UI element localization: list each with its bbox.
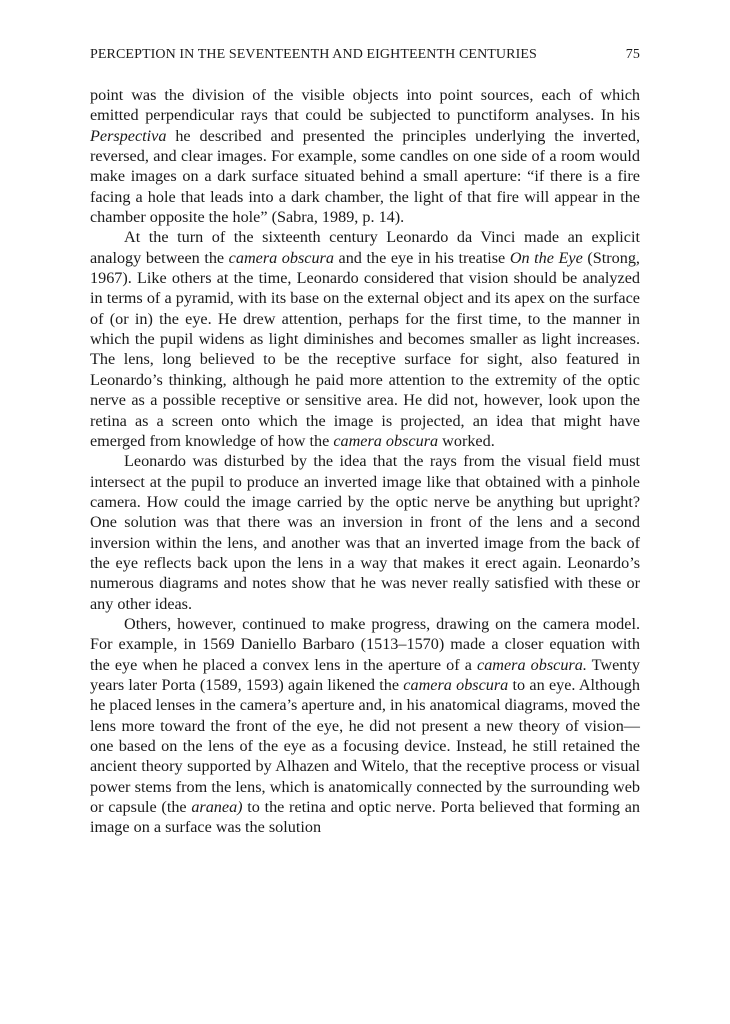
italic-text: camera obscura [333,431,439,450]
text-run: Others, however, continued to make progress, drawing on the camera model. For example, in 1569 Daniello Barbaro (1513–1570) made a closer equation with the eye when he placed a convex lens in the aperture of a [90,614,640,674]
italic-text: camera obscura. [477,655,587,674]
running-head [90,45,640,65]
paragraph [90,227,640,451]
italic-text: camera obscura [403,675,509,694]
text-run: Leonardo was disturbed by the idea that the rays from the visual field must intersect at the pupil to produce an inverted image like that obtained with a pinhole camera. How could the image carried by the optic nerve be anything but upright? One solution was that there was an inversion in front of the lens and a second inversion within the lens, and another was that an inverted image from the back of the eye reflects back upon the lens in a way that makes it erect again. Leonardo’s numerous diagrams and notes show that he was never really satisfied with these or any other ideas. [90,452,640,613]
running-head-title: PERCEPTION IN THE SEVENTEENTH AND EIGHTEENTH CENTURIES [90,47,537,62]
text-run: to an eye. Although he placed lenses in the camera’s aperture and, in his anatomical diagrams, moved the lens more toward the front of the eye, he did not present a new theory of vision—one based on the lens of the eye as a focusing device. Instead, he still retained the ancient theory supported by Alhazen and Witelo, that the receptive process or visual power stems from the lens, which is anatomically connected by the surrounding web or capsule (the [90,675,640,817]
text-run: At the turn of the sixteenth century Leonardo da Vinci made an explicit analogy between the [90,228,640,267]
italic-text: On the Eye [509,248,583,267]
text-run: point was the division of the visible objects into point sources, each of which emitted perpendicular rays that could be subjected to punctiform analyses. In his [90,86,640,125]
text-run: and the eye in his treatise [333,248,510,267]
text-run: worked. [438,431,495,450]
paragraph [90,451,640,614]
text-run: Twenty years later Porta (1589, 1593) again likened the [90,655,640,694]
italic-text: camera obscura [228,248,334,267]
paragraph [90,614,640,838]
text-run: (Strong, 1967). Like others at the time, Leonardo considered that vision should be analyzed in terms of a pyramid, with its base on the external object and its apex on the surface of (or in) the eye. He drew attention, perhaps for the first time, to the manner in which the pupil widens as light diminishes and becomes smaller as light increases. The lens, long believed to be the receptive surface for sight, also featured in Leonardo’s thinking, although he paid more attention to the extremity of the optic nerve as a possible receptive or sensitive area. He did not, however, look upon the retina as a screen onto which the image is projected, an idea that might have emerged from knowledge of how the [90,248,640,450]
italic-text: Perspectiva [90,126,167,145]
italic-text: aranea) [191,798,243,817]
page-number: 75 [625,47,640,62]
text-run: he described and presented the principles underlying the inverted, reversed, and clear images. For example, some candles on one side of a room would make images on a dark surface situated behind a small aperture: “if there is a fire facing a hole that leads into a dark chamber, the light of that fire will appear in the chamber opposite the hole” (Sabra, 1989, p. 14). [90,126,640,227]
paragraph [90,85,640,227]
body-text [90,85,640,838]
text-run: to the retina and optic nerve. Porta believed that forming an image on a surface was the solution [90,798,640,837]
book-page [90,0,640,1024]
